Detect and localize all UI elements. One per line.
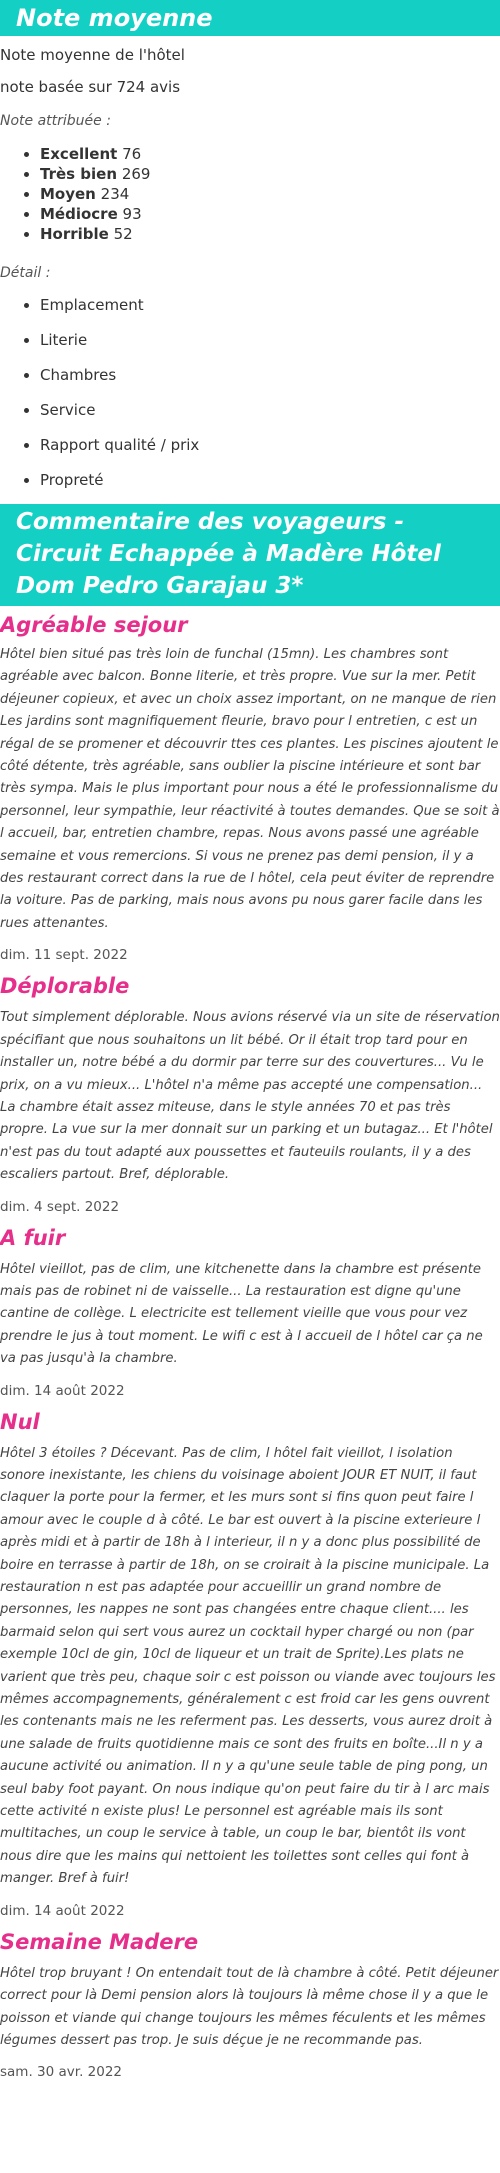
review-title: Agréable sejour (0, 613, 188, 637)
rating-item-excellent (40, 144, 500, 164)
rating-label: Moyen (40, 185, 96, 203)
review-title: A fuir (0, 1225, 66, 1250)
review-date: dim. 11 sept. 2022 (0, 947, 128, 964)
rating-count: 234 (100, 185, 130, 203)
rating-item-mediocre (40, 204, 500, 224)
reviews-section-banner: Commentaire des voyageurs - Circuit Echappée à Madère Hôtel Dom Pedro Garajau 3* (0, 504, 500, 606)
detail-criteria-list (0, 288, 500, 498)
rating-label: Horrible (40, 225, 109, 243)
rating-breakdown-list (0, 144, 500, 244)
review-title: Nul (0, 1409, 40, 1434)
detail-item-proprete: • Propreté (40, 463, 500, 498)
detail-label: Détail : (0, 265, 51, 281)
review-body: Hôtel 3 étoiles ? Décevant. Pas de clim, l hôtel fait vieillot, l isolation sonore inexistante, les chiens du voisinage aboient JOUR ET NUIT, il faut claquer la porte pour la fermer, et les murs sont si fins quon peut faire l amour avec le couple d à côté. Le bar est ouvert à la piscine exterieure l après midi et à partir de 18h à l interieur, il n y a donc plus possibilité de boire en terrasse à partir de 18h, on se croirait à la piscine municipale. La restauration n est pas adaptée pour accueillir un grand nombre de personnes, les nappes ne sont pas changées entre chaque client.... les barmaid selon qui sert vous aurez un cocktail hyper chargé ou non (par exemple 10cl de gin, 10cl de liqueur et un trait de Sprite).Les plats ne varient que très peu, chaque soir c est poisson ou viande avec toujours les mêmes accompagnements, généralement c est froid car les gens ouvrent les contenants mais ne les referment pas. Les desserts, vous aurez droit à une salade de fruits quotidienne mais ce sont des fruits en boîte...Il n y a aucune activité ou animation. Il n y a qu'une seule table de ping pong, un seul baby foot payant. On nous indique qu'on peut faire du tir à l arc mais cette activité n existe plus! Le personnel est agréable mais ils sont multitaches, un coup le service à table, un coup le bar, bientôt ils vont nous dire que les mains qui nettoient les toilettes sont celles qui font à manger. Bref à fuir! (0, 1445, 496, 1887)
detail-item-emplacement: • Emplacement (40, 288, 500, 323)
review-list (0, 610, 500, 2080)
review-date: dim. 4 sept. 2022 (0, 1198, 120, 1215)
hotel-average-line: Note moyenne de l'hôtel (0, 46, 185, 64)
average-rating-banner: Note moyenne (0, 0, 500, 36)
review-item (0, 1407, 500, 1919)
based-on-reviews: note basée sur 724 avis (0, 78, 181, 96)
review-date: dim. 14 août 2022 (0, 1382, 125, 1399)
review-body: Hôtel bien situé pas très loin de funchal (15mn). Les chambres sont agréable avec balcon. Bonne literie, et très propre. Vue sur la mer. Petit déjeuner copieux, et avec un choix assez important, on ne manque de rien Les jardins sont magnifiquement fleurie, bravo pour l entretien, c est un régal de se promener et découvrir ttes ces plantes. Les piscines ajoutent le côté détente, très agréable, sans oublier la piscine intérieure et sont bar très sympa. Mais le plus important pour nous a été le professionnalisme du personnel, leur sympathie, leur réactivité à toutes demandes. Que se soit à l accueil, bar, entretien chambre, repas. Nous avons passé une agréable semaine et vous remercions. Si vous ne prenez pas demi pension, il y a des restaurant correct dans la rue de l hôtel, cela peut éviter de reprendre la voiture. Pas de parking, mais nous avons pu nous garer facile dans les rues attenantes. (0, 647, 500, 931)
review-date: sam. 30 avr. 2022 (0, 2064, 123, 2081)
detail-item-rapport-qualite-prix: • Rapport qualité / prix (40, 428, 500, 463)
review-item (0, 1927, 500, 2081)
rating-item-horrible (40, 224, 500, 244)
attributed-rating-label: Note attribuée : (0, 113, 111, 129)
review-body: Hôtel trop bruyant ! On entendait tout de là chambre à côté. Petit déjeuner correct pour là Demi pension alors là toujours là même chose il y a que le poisson et viande qui change toujours les mêmes féculents et les mêmes légumes dessert pas trop. Je suis déçue je ne recommande pas. (0, 1965, 499, 2048)
review-body: Tout simplement déplorable. Nous avions réservé via un site de réservation spécifiant que nous souhaitons un lit bébé. Or il était trop tard pour en installer un, notre bébé a du dormir par terre sur des couvertures... Vu le prix, on a vu mieux... L'hôtel n'a même pas accepté une compensation... La chambre était assez miteuse, dans le style années 70 et pas très propre. La vue sur la mer donnait sur un parking et un butagaz... Et l'hôtel n'est pas du tout adapté aux poussettes et fauteuils roulants, il y a des escaliers partout. Bref, déplorable. (0, 1010, 500, 1183)
rating-item-tres-bien (40, 164, 500, 184)
rating-count: 93 (122, 205, 142, 223)
rating-label: Très bien (40, 165, 118, 183)
rating-item-moyen (40, 184, 500, 204)
review-body: Hôtel vieillot, pas de clim, une kitchenette dans la chambre est présente mais pas de robinet ni de vaisselle... La restauration est digne qu'une cantine de collège. L electricite est tellement vieille que vous pour vez prendre le jus à tout moment. Le wifi c est à l accueil de l hôtel car ça ne va pas jusqu'à la chambre. (0, 1261, 483, 1367)
detail-item-literie: • Literie (40, 323, 500, 358)
rating-label: Médiocre (40, 205, 118, 223)
review-title: Semaine Madere (0, 1929, 199, 1954)
detail-item-service: • Service (40, 393, 500, 428)
detail-item-chambres: • Chambres (40, 358, 500, 393)
review-item (0, 1223, 500, 1399)
rating-count: 52 (113, 225, 133, 243)
rating-label: Excellent (40, 145, 118, 163)
review-item (0, 971, 500, 1214)
rating-count: 269 (121, 165, 151, 183)
rating-count: 76 (122, 145, 142, 163)
review-date: dim. 14 août 2022 (0, 1902, 125, 1919)
review-item (0, 610, 500, 963)
review-title: Déplorable (0, 974, 130, 999)
